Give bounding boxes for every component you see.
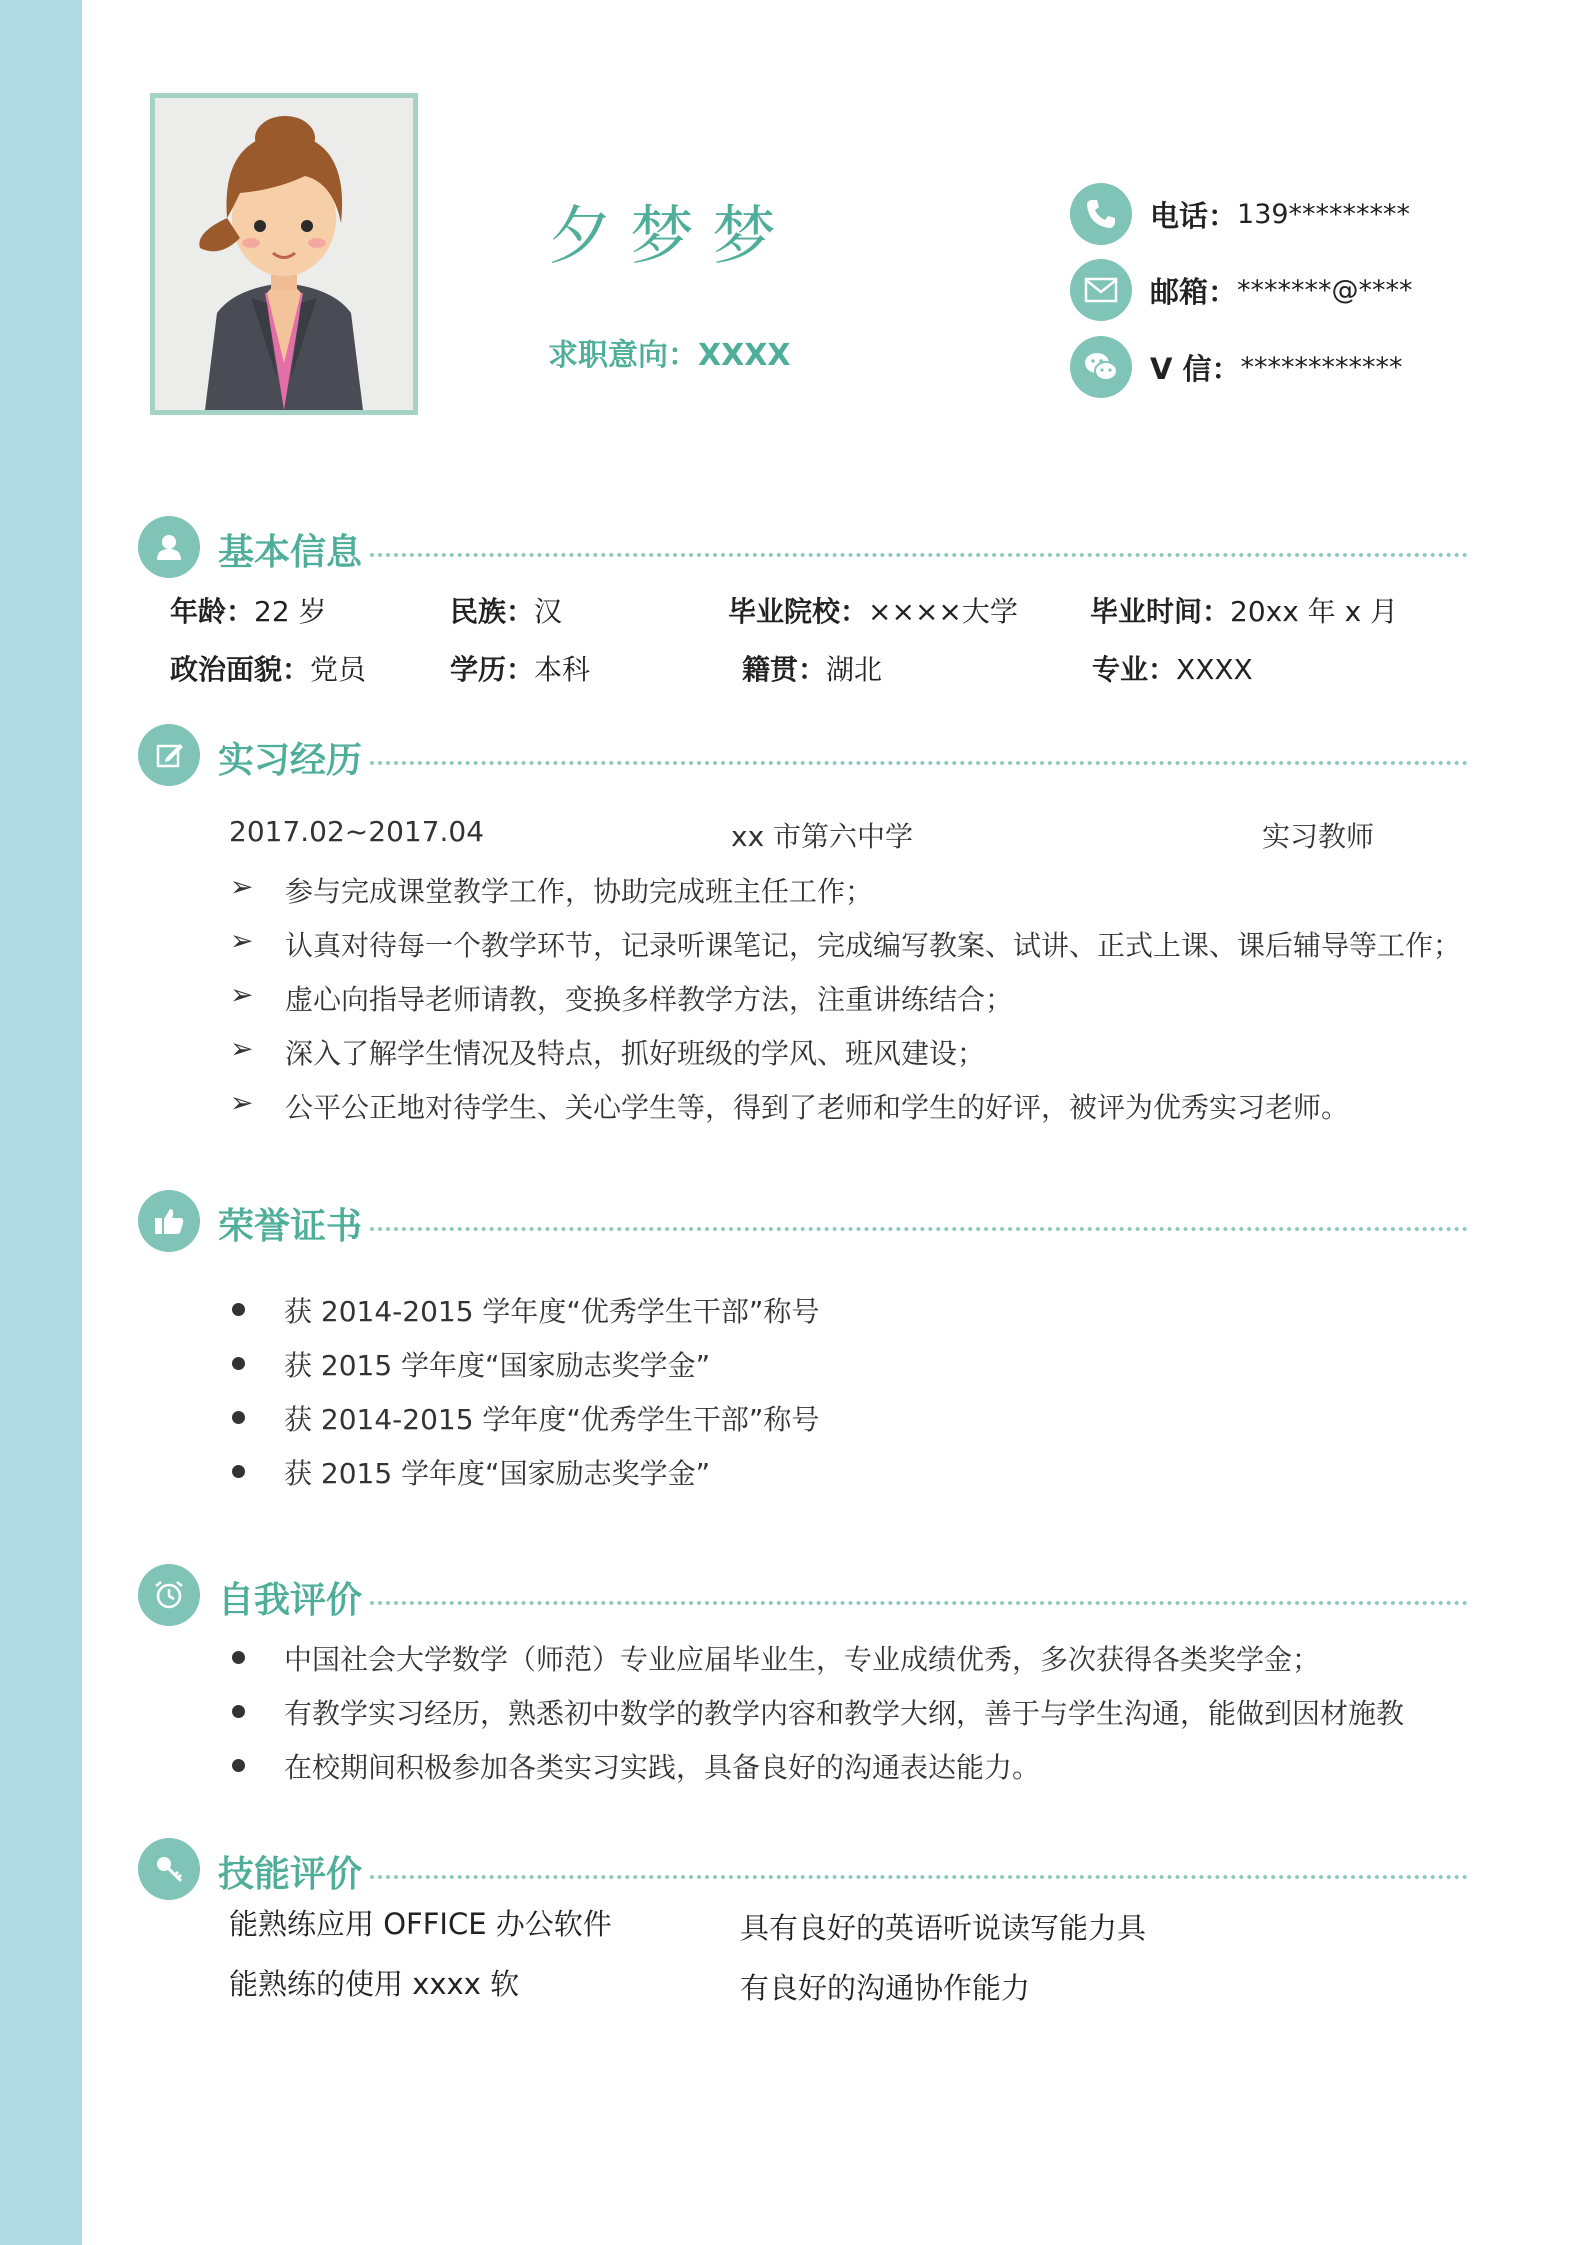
profile-photo <box>150 93 418 415</box>
section-divider <box>370 761 1468 765</box>
info-degree: 学历：本科 <box>450 653 591 686</box>
section-honors <box>138 1190 1468 1256</box>
wechat-label: V 信： <box>1150 351 1241 386</box>
skill-item: 具有良好的英语听说读写能力具 <box>740 1911 1147 1945</box>
phone-icon <box>1070 183 1132 245</box>
skill-item: 有良好的沟通协作能力 <box>740 1971 1031 2005</box>
section-title: 基本信息 <box>218 532 363 573</box>
job-intent: 求职意向：XXXX <box>548 338 791 373</box>
skill-item: 能熟练应用 OFFICE 办公软件 <box>229 1907 612 1941</box>
section-basic-info <box>138 516 1468 582</box>
section-title: 技能评价 <box>218 1854 363 1895</box>
bullet-dot-icon <box>232 1411 245 1424</box>
info-grad-time: 毕业时间：20xx 年 x 月 <box>1090 595 1399 628</box>
bullet-dot-icon <box>232 1759 245 1772</box>
section-divider <box>370 1875 1468 1879</box>
section-title: 自我评价 <box>218 1580 363 1621</box>
bullet-dot-icon <box>232 1651 245 1664</box>
arrow-bullet-icon: ➢ <box>230 978 254 1011</box>
arrow-bullet-icon: ➢ <box>230 870 254 903</box>
key-icon <box>138 1838 200 1900</box>
section-self-eval <box>138 1564 1468 1630</box>
left-sidebar-band <box>0 0 82 2245</box>
section-divider <box>370 1601 1468 1605</box>
bullet-dot-icon <box>232 1357 245 1370</box>
bullet-dot-icon <box>232 1303 245 1316</box>
contact-email <box>1070 259 1413 321</box>
arrow-bullet-icon: ➢ <box>230 1086 254 1119</box>
info-ethnicity: 民族：汉 <box>450 595 563 628</box>
section-title: 荣誉证书 <box>218 1206 363 1247</box>
skill-item: 能熟练的使用 xxxx 软 <box>229 1967 520 2001</box>
user-icon <box>138 516 200 578</box>
info-school: 毕业院校：××××大学 <box>728 595 1018 628</box>
edit-icon <box>138 724 200 786</box>
phone-label: 电话： <box>1150 198 1238 233</box>
info-age: 年龄：22 岁 <box>170 595 327 628</box>
email-label: 邮箱： <box>1150 274 1238 309</box>
intern-period: 2017.02~2017.04 <box>229 815 485 848</box>
email-value: *******@**** <box>1237 274 1413 306</box>
info-major: 专业：XXXX <box>1092 653 1253 686</box>
info-hometown: 籍贯：湖北 <box>742 653 883 686</box>
arrow-bullet-icon: ➢ <box>230 924 254 957</box>
mail-icon <box>1070 259 1132 321</box>
section-internship <box>138 724 1468 790</box>
contact-wechat <box>1070 336 1403 398</box>
section-divider <box>370 553 1468 557</box>
wechat-value: ************ <box>1240 351 1403 383</box>
intern-place: xx 市第六中学 <box>731 820 914 853</box>
wechat-icon <box>1070 336 1132 398</box>
bullet-dot-icon <box>232 1705 245 1718</box>
alarm-clock-icon <box>138 1564 200 1626</box>
thumbs-up-icon <box>138 1190 200 1252</box>
intern-role: 实习教师 <box>1262 820 1375 853</box>
info-political: 政治面貌：党员 <box>170 653 367 686</box>
contact-phone <box>1070 183 1410 245</box>
bullet-dot-icon <box>232 1465 245 1478</box>
section-skills <box>138 1838 1468 1904</box>
phone-value: 139********* <box>1237 198 1411 230</box>
candidate-name: 夕梦梦 <box>548 200 794 274</box>
section-divider <box>370 1227 1468 1231</box>
arrow-bullet-icon: ➢ <box>230 1032 254 1065</box>
section-title: 实习经历 <box>218 740 363 781</box>
